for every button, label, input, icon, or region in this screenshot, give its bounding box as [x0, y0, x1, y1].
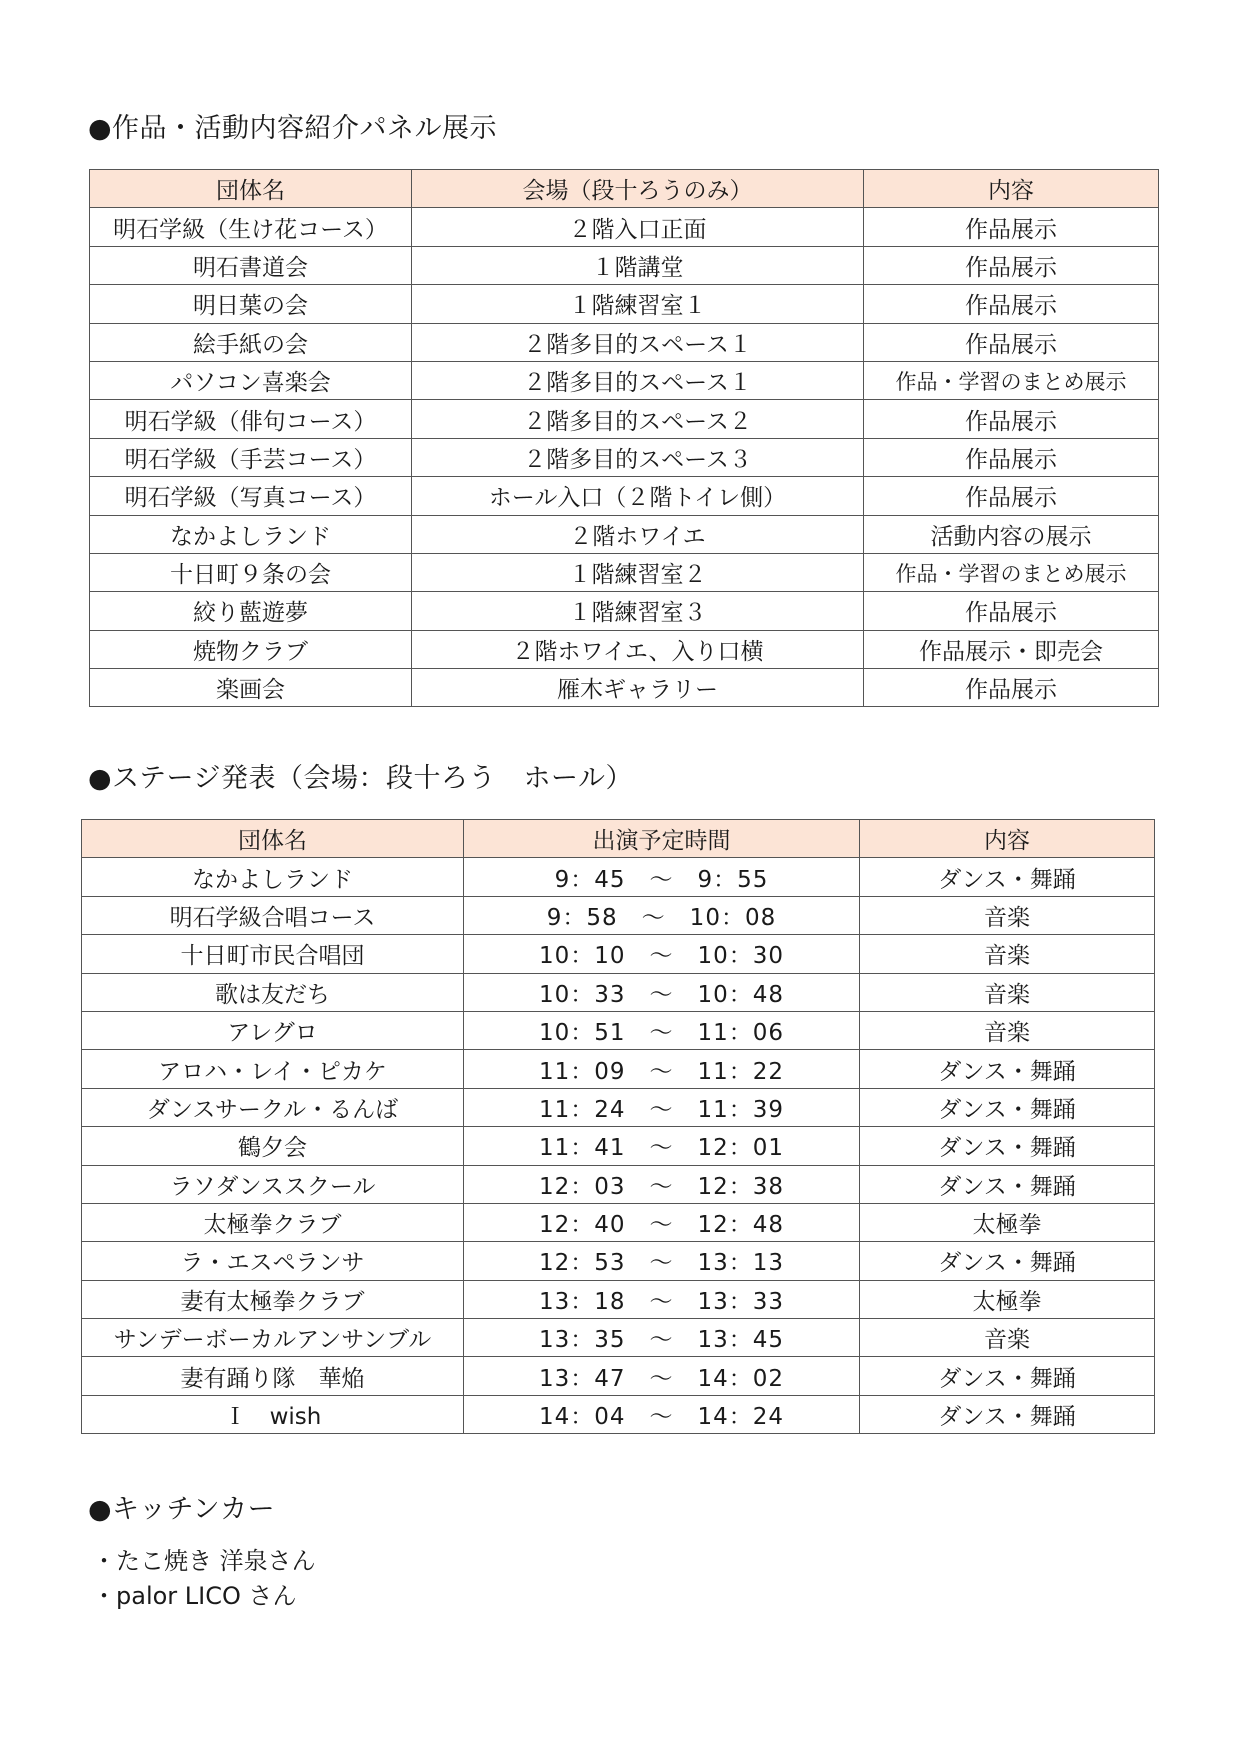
table-row: [82, 1357, 1155, 1395]
scheduled-time: 14：04 ～ 14：24: [464, 1395, 860, 1433]
table-row: [90, 592, 1159, 630]
group-name: ラソダンススクール: [82, 1165, 464, 1203]
table-row: [82, 1165, 1155, 1203]
table-row: [90, 477, 1159, 515]
table-row: [82, 973, 1155, 1011]
table-row: [90, 630, 1159, 668]
content: 太極拳: [860, 1280, 1155, 1318]
table-row: [90, 438, 1159, 476]
scheduled-time: 11：41 ～ 12：01: [464, 1127, 860, 1165]
content: 活動内容の展示: [864, 515, 1159, 553]
group-name: サンデーボーカルアンサンブル: [82, 1319, 464, 1357]
content: 作品展示: [864, 400, 1159, 438]
venue: 雁木ギャラリー: [412, 669, 864, 707]
table-row: [90, 515, 1159, 553]
content: ダンス・舞踊: [860, 1165, 1155, 1203]
stage-section-title: ●ステージ発表（会場：段十ろう ホール）: [88, 763, 633, 794]
venue: ２階ホワイエ、入り口横: [412, 630, 864, 668]
table-row: [82, 1203, 1155, 1241]
venue: １階練習室１: [412, 285, 864, 323]
content: 音楽: [860, 896, 1155, 934]
header-group-name: 団体名: [90, 170, 412, 208]
content: 作品・学習のまとめ展示: [864, 553, 1159, 591]
table-row: [90, 400, 1159, 438]
table-row: [82, 1395, 1155, 1433]
venue: ２階ホワイエ: [412, 515, 864, 553]
content: 作品展示: [864, 438, 1159, 476]
group-name: 楽画会: [90, 669, 412, 707]
group-name: パソコン喜楽会: [90, 361, 412, 399]
venue: ホール入口（２階トイレ側）: [412, 477, 864, 515]
content: 作品展示: [864, 208, 1159, 246]
group-name: 歌は友だち: [82, 973, 464, 1011]
group-name: 明日葉の会: [90, 285, 412, 323]
table-row: [82, 1088, 1155, 1126]
table-row: [90, 553, 1159, 591]
venue: ２階入口正面: [412, 208, 864, 246]
group-name: 焼物クラブ: [90, 630, 412, 668]
stage-schedule-table: [81, 819, 1155, 1434]
content: 太極拳: [860, 1203, 1155, 1241]
header-group-name: 団体名: [82, 820, 464, 858]
content: ダンス・舞踊: [860, 1127, 1155, 1165]
panel-exhibition-table: [89, 169, 1159, 707]
table-row: [90, 323, 1159, 361]
scheduled-time: 10：33 ～ 10：48: [464, 973, 860, 1011]
table-row: [82, 1319, 1155, 1357]
scheduled-time: 13：18 ～ 13：33: [464, 1280, 860, 1318]
venue: １階練習室３: [412, 592, 864, 630]
content: 音楽: [860, 935, 1155, 973]
group-name: Ｉ wish: [82, 1395, 464, 1433]
content: 作品展示: [864, 477, 1159, 515]
table-row: [82, 1011, 1155, 1049]
group-name: 絵手紙の会: [90, 323, 412, 361]
content: ダンス・舞踊: [860, 1357, 1155, 1395]
content: 作品展示: [864, 285, 1159, 323]
group-name: 明石学級（手芸コース）: [90, 438, 412, 476]
scheduled-time: 11：09 ～ 11：22: [464, 1050, 860, 1088]
group-name: 明石学級（生け花コース）: [90, 208, 412, 246]
content: 音楽: [860, 973, 1155, 1011]
content: 音楽: [860, 1011, 1155, 1049]
group-name: 鶴夕会: [82, 1127, 464, 1165]
content: 作品展示: [864, 246, 1159, 284]
group-name: 妻有踊り隊 華焔: [82, 1357, 464, 1395]
table-row: [90, 246, 1159, 284]
content: 作品展示: [864, 669, 1159, 707]
table-row: [82, 896, 1155, 934]
group-name: 明石学級合唱コース: [82, 896, 464, 934]
group-name: 明石学級（写真コース）: [90, 477, 412, 515]
content: 作品展示: [864, 592, 1159, 630]
table-row: [90, 285, 1159, 323]
kitchen-car-list: [92, 1544, 316, 1614]
scheduled-time: 12：40 ～ 12：48: [464, 1203, 860, 1241]
scheduled-time: 9：58 ～ 10：08: [464, 896, 860, 934]
table-header-row: [82, 820, 1155, 858]
scheduled-time: 12：53 ～ 13：13: [464, 1242, 860, 1280]
table-row: [82, 1050, 1155, 1088]
content: ダンス・舞踊: [860, 1050, 1155, 1088]
content: 作品展示・即売会: [864, 630, 1159, 668]
table-header-row: [90, 170, 1159, 208]
table-row: [90, 669, 1159, 707]
group-name: 明石学級（俳句コース）: [90, 400, 412, 438]
venue: ２階多目的スペース１: [412, 323, 864, 361]
venue: ２階多目的スペース２: [412, 400, 864, 438]
venue: １階講堂: [412, 246, 864, 284]
group-name: 十日町９条の会: [90, 553, 412, 591]
group-name: 絞り藍遊夢: [90, 592, 412, 630]
content: ダンス・舞踊: [860, 1088, 1155, 1126]
content: ダンス・舞踊: [860, 858, 1155, 896]
table-row: [82, 1127, 1155, 1165]
table-row: [82, 1242, 1155, 1280]
header-content: 内容: [864, 170, 1159, 208]
header-scheduled-time: 出演予定時間: [464, 820, 860, 858]
venue: ２階多目的スペース３: [412, 438, 864, 476]
group-name: ラ・エスペランサ: [82, 1242, 464, 1280]
header-venue: 会場（段十ろうのみ）: [412, 170, 864, 208]
table-row: [82, 1280, 1155, 1318]
group-name: 十日町市民合唱団: [82, 935, 464, 973]
venue: ２階多目的スペース１: [412, 361, 864, 399]
scheduled-time: 11：24 ～ 11：39: [464, 1088, 860, 1126]
content: 作品展示: [864, 323, 1159, 361]
scheduled-time: 13：35 ～ 13：45: [464, 1319, 860, 1357]
group-name: ダンスサークル・るんば: [82, 1088, 464, 1126]
table-row: [90, 361, 1159, 399]
kitchen-section-title: ●キッチンカー: [88, 1494, 276, 1525]
scheduled-time: 9：45 ～ 9：55: [464, 858, 860, 896]
scheduled-time: 13：47 ～ 14：02: [464, 1357, 860, 1395]
list-item: ・palor LICO さん: [92, 1582, 297, 1610]
content: ダンス・舞踊: [860, 1242, 1155, 1280]
table-row: [90, 208, 1159, 246]
group-name: アレグロ: [82, 1011, 464, 1049]
group-name: なかよしランド: [82, 858, 464, 896]
scheduled-time: 10：10 ～ 10：30: [464, 935, 860, 973]
group-name: 太極拳クラブ: [82, 1203, 464, 1241]
table-row: [82, 935, 1155, 973]
venue: １階練習室２: [412, 553, 864, 591]
scheduled-time: 12：03 ～ 12：38: [464, 1165, 860, 1203]
group-name: アロハ・レイ・ピカケ: [82, 1050, 464, 1088]
group-name: なかよしランド: [90, 515, 412, 553]
group-name: 妻有太極拳クラブ: [82, 1280, 464, 1318]
content: ダンス・舞踊: [860, 1395, 1155, 1433]
group-name: 明石書道会: [90, 246, 412, 284]
list-item: ・たこ焼き 洋泉さん: [92, 1547, 316, 1575]
scheduled-time: 10：51 ～ 11：06: [464, 1011, 860, 1049]
content: 音楽: [860, 1319, 1155, 1357]
header-content: 内容: [860, 820, 1155, 858]
table-row: [82, 858, 1155, 896]
content: 作品・学習のまとめ展示: [864, 361, 1159, 399]
panel-section-title: ●作品・活動内容紹介パネル展示: [88, 113, 498, 144]
